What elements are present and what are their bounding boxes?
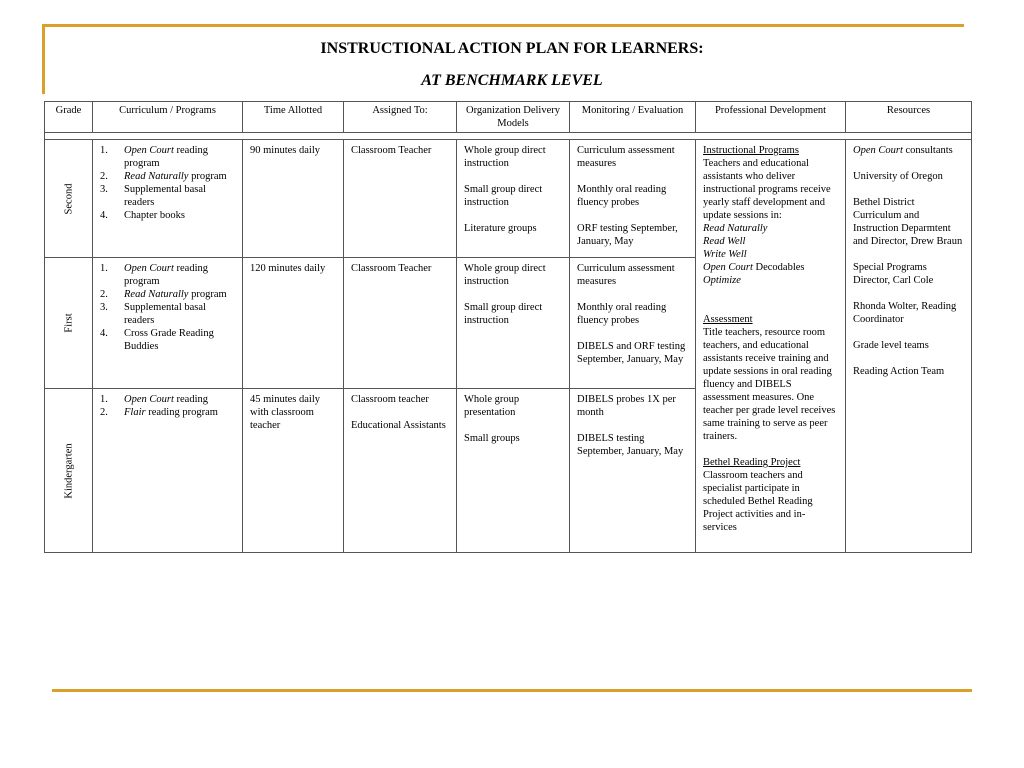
list-item: 2. Read Naturally program xyxy=(100,171,227,182)
grade-label: Kindergarten xyxy=(63,442,74,499)
delivery-cell: Whole group direct instruction Small group direct instruction Literature groups xyxy=(457,140,570,258)
list-item: 4. Chapter books xyxy=(100,210,185,221)
page-subtitle: AT BENCHMARK LEVEL xyxy=(421,72,603,89)
curriculum-cell xyxy=(93,389,243,553)
curriculum-cell xyxy=(93,140,243,258)
delivery-cell: Whole group presentation Small groups xyxy=(457,389,570,553)
header-resources: Resources xyxy=(846,102,972,133)
header-professional-development: Professional Development xyxy=(696,102,846,133)
monitoring-cell: Curriculum assessment measures Monthly oral reading fluency probes ORF testing September, January, May xyxy=(570,140,696,258)
monitoring-cell: Curriculum assessment measures Monthly oral reading fluency probes DIBELS and ORF testing September, January, May xyxy=(570,258,696,389)
time-cell: 45 minutes daily with classroom teacher xyxy=(243,389,344,553)
curriculum-cell xyxy=(93,258,243,389)
time-cell: 90 minutes daily xyxy=(243,140,344,258)
table-row xyxy=(45,140,972,258)
page-title: INSTRUCTIONAL ACTION PLAN FOR LEARNERS: xyxy=(320,40,704,57)
header-monitoring: Monitoring / Evaluation xyxy=(570,102,696,133)
header-grade: Grade xyxy=(45,102,93,133)
list-item: 2. Read Naturally program xyxy=(100,289,227,300)
instructional-programs-heading: Instructional Programs xyxy=(703,145,799,156)
header-separator xyxy=(45,133,972,140)
grade-label: First xyxy=(63,313,74,333)
header-time: Time Allotted xyxy=(243,102,344,133)
header-assigned: Assigned To: xyxy=(344,102,457,133)
resources-cell: Open Court consultants University of Oregon Bethel District Curriculum and Instruction Deparmtent and Director, Drew Braun Special Programs Director, Carl Cole Rhonda Wolter, Reading Coordinator Grade level teams Reading Action Team xyxy=(846,140,972,553)
header-delivery: Organization Delivery Models xyxy=(457,102,570,133)
header-curriculum: Curriculum / Programs xyxy=(93,102,243,133)
top-rule xyxy=(42,24,964,27)
assigned-cell: Classroom Teacher xyxy=(344,140,457,258)
list-item: 3. Supplemental basal readers xyxy=(100,184,206,208)
monitoring-cell: DIBELS probes 1X per month DIBELS testing September, January, May xyxy=(570,389,696,553)
grade-cell xyxy=(45,258,93,389)
professional-development-cell: Instructional Programs Teachers and educational assistants who deliver instructional programs receive yearly staff development and update sessions in: Read Naturally Read Well Write Well Open Court Decodables Optimize Assessment Title teachers, resource room teachers, and educational assistants receive training and update sessions in oral reading fluency and DIBELS assessment measures. One teacher per grade level receives same training to serve as peer trainers. Bethel Reading Project Classroom teachers and specialist participate in scheduled Bethel Reading Project activities and in-services xyxy=(696,140,846,553)
list-item: 1. Open Court reading xyxy=(100,394,208,405)
grade-label: Second xyxy=(63,183,74,214)
bottom-rule xyxy=(52,689,972,692)
grade-cell xyxy=(45,140,93,258)
bethel-project-heading: Bethel Reading Project xyxy=(703,457,801,468)
assigned-cell: Classroom Teacher xyxy=(344,258,457,389)
assigned-cell: Classroom teacher Educational Assistants xyxy=(344,389,457,553)
list-item: 2. Flair reading program xyxy=(100,407,218,418)
assessment-heading: Assessment xyxy=(703,314,753,325)
time-cell: 120 minutes daily xyxy=(243,258,344,389)
list-item: 1. Open Court reading program xyxy=(100,145,208,169)
list-item: 1. Open Court reading program xyxy=(100,263,208,287)
list-item: 3. Supplemental basal readers xyxy=(100,302,206,326)
delivery-cell: Whole group direct instruction Small group direct instruction xyxy=(457,258,570,389)
grade-cell xyxy=(45,389,93,553)
list-item: 4. Cross Grade Reading Buddies xyxy=(100,328,214,352)
action-plan-table xyxy=(44,101,972,553)
header-row xyxy=(45,102,972,133)
